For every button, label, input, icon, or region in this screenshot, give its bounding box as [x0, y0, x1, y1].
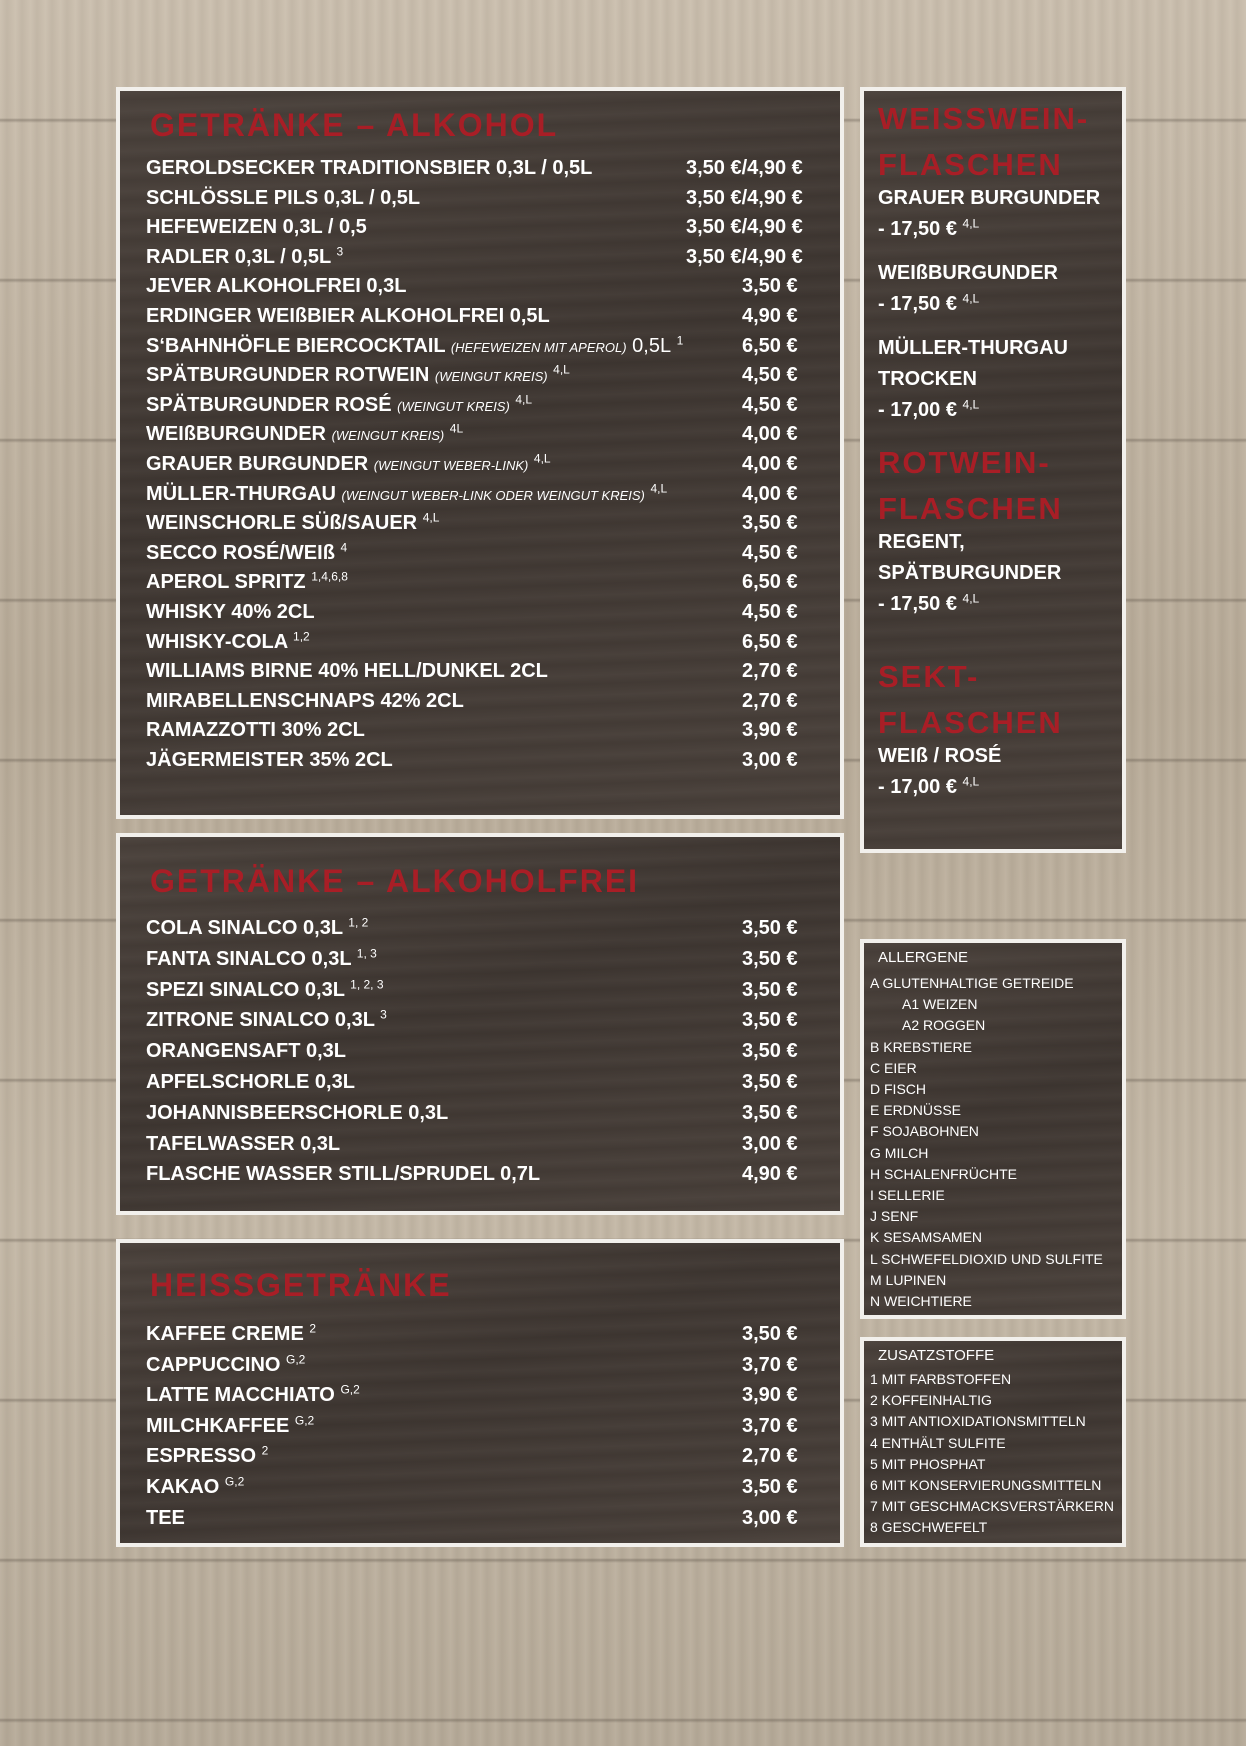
item-price: 3,50 €/4,90 € [686, 157, 803, 179]
item-note: (WEINGUT WEBER-LINK) [373, 458, 529, 473]
menu-item [146, 1415, 314, 1438]
panel-allergene [860, 939, 1126, 1319]
item-name: WEINSCHORLE SÜß/SAUER [146, 512, 418, 535]
panel-alkoholfrei [116, 833, 844, 1215]
bottle-name: WEIß / ROSÉ [878, 745, 1002, 767]
menu-item [146, 1133, 340, 1156]
menu-item [146, 1071, 355, 1094]
item-name: JEVER ALKOHOLFREI 0,3L [146, 275, 407, 298]
item-price: 3,50 € [742, 1101, 798, 1124]
menu-item [146, 187, 420, 210]
menu-item [146, 480, 668, 506]
menu-item [146, 571, 348, 594]
panel-zusatzstoffe [860, 1337, 1126, 1547]
item-name: WHISKY 40% 2CL [146, 601, 315, 623]
menu-item [146, 1384, 360, 1407]
item-price: 3,00 € [742, 1132, 798, 1155]
item-price: 3,50 € [742, 1476, 798, 1498]
menu-item [146, 1476, 244, 1499]
item-name: SPÄTBURGUNDER ROSÉ [146, 393, 392, 416]
item-price: 6,50 € [742, 571, 798, 594]
item-name: WEIßBURGUNDER [146, 423, 326, 446]
item-price: 4,50 € [742, 541, 798, 564]
bottle-name: MÜLLER-THURGAU [878, 337, 1068, 359]
allergen-item: L SCHWEFELDIOXID UND SULFITE [870, 1250, 1103, 1267]
menu-item [146, 917, 368, 940]
item-price: 2,70 € [742, 660, 798, 683]
item-name: TAFELWASSER 0,3L [146, 1132, 341, 1155]
item-price: 3,50 € [742, 275, 798, 298]
allergen-item: J SENF [870, 1208, 919, 1225]
item-name: ERDINGER WEIßBIER ALKOHOLFREI 0,5L [146, 305, 550, 327]
item-note: (WEINGUT WEBER-LINK ODER WEINGUT KREIS) [341, 487, 645, 503]
item-price: 4,50 € [742, 601, 798, 623]
item-allergen-codes: 4,L [553, 362, 570, 377]
allergen-item: E ERDNÜSSE [870, 1102, 962, 1119]
menu-item [146, 976, 384, 1002]
item-name: RADLER 0,3L / 0,5L [146, 245, 331, 268]
allergen-item: M LUPINEN [870, 1271, 947, 1288]
item-allergen-codes: 4,L [533, 451, 551, 466]
menu-item [146, 216, 367, 239]
bottle-allergen-codes: 4,L [962, 216, 980, 231]
bottle-allergen-codes: 4,L [962, 774, 980, 789]
bottle-section-title: FLASCHEN [878, 147, 1063, 182]
allergen-item: B KREBSTIERE [870, 1038, 972, 1055]
item-name: SPEZI SINALCO 0,3L [146, 978, 345, 1001]
item-allergen-codes: 3 [380, 1007, 387, 1022]
bottle-price: - 17,00 € [878, 776, 957, 798]
item-name: GEROLDSECKER TRADITIONSBIER 0,3L / 0,5L [146, 157, 593, 179]
item-note: (WEINGUT KREIS) [434, 369, 548, 385]
menu-item [146, 948, 377, 971]
item-price: 4,90 € [742, 305, 798, 327]
menu-item [146, 157, 592, 180]
menu-item [146, 749, 393, 772]
allergen-item: H SCHALENFRÜCHTE [870, 1165, 1018, 1182]
menu-item [146, 1163, 540, 1186]
item-name: S‘BAHNHÖFLE BIERCOCKTAIL [146, 334, 446, 357]
allergen-item: F SOJABOHNEN [870, 1123, 979, 1140]
allergen-item: C EIER [870, 1059, 917, 1076]
additive-item: 8 GESCHWEFELT [870, 1519, 988, 1536]
item-note: (HEFEWEIZEN MIT APEROL) [450, 339, 627, 355]
allergen-item: A1 WEIZEN [902, 996, 978, 1013]
item-price: 3,90 € [742, 1384, 798, 1407]
item-allergen-codes: 4,L [650, 480, 668, 495]
allergen-item: G MILCH [870, 1144, 929, 1161]
item-name: JÄGERMEISTER 35% 2CL [146, 749, 393, 771]
item-allergen-codes: 4,L [515, 392, 533, 407]
item-name: WHISKY-COLA [146, 630, 288, 653]
item-price: 3,50 € [742, 1323, 798, 1345]
item-price: 3,50 € [742, 1009, 798, 1032]
item-name: TEE [146, 1506, 185, 1529]
panel-heissgetraenke [116, 1239, 844, 1547]
item-name: FLASCHE WASSER STILL/SPRUDEL 0,7L [146, 1163, 541, 1186]
allergen-item: D FISCH [870, 1081, 926, 1097]
item-name: WILLIAMS BIRNE 40% HELL/DUNKEL 2CL [146, 660, 548, 683]
item-price: 4,00 € [742, 423, 798, 446]
item-name: JOHANNISBEERSCHORLE 0,3L [146, 1101, 449, 1124]
bottle-price-row [878, 218, 979, 241]
bottle-name: TROCKEN [878, 368, 977, 390]
item-price: 3,50 €/4,90 € [686, 245, 803, 268]
item-size: 0,5L [632, 334, 672, 357]
item-price: 6,50 € [742, 630, 798, 653]
allergen-item: K SESAMSAMEN [870, 1229, 983, 1246]
item-name: GRAUER BURGUNDER [146, 453, 369, 475]
menu-item [146, 690, 464, 713]
menu-item [146, 512, 439, 535]
title-heissgetraenke: HEISSGETRÄNKE [150, 1267, 452, 1303]
item-name: LATTE MACCHIATO [146, 1384, 335, 1407]
additive-item: 6 MIT KONSERVIERUNGSMITTELN [870, 1477, 1102, 1493]
item-price: 3,50 € [742, 947, 798, 970]
title-alkoholfrei: GETRÄNKE – ALKOHOLFREI [150, 863, 640, 899]
bottle-section-title: FLASCHEN [878, 491, 1063, 526]
bottle-section-title: SEKT- [878, 659, 980, 694]
menu-item [146, 423, 463, 446]
item-note: (WEINGUT KREIS) [331, 428, 445, 444]
item-allergen-codes: G,2 [340, 1382, 360, 1397]
item-name: MILCHKAFFEE [146, 1414, 290, 1437]
item-price: 4,50 € [742, 364, 798, 387]
panel-flaschen [860, 87, 1126, 853]
bottle-section-title: WEISSWEIN- [878, 101, 1090, 136]
item-price: 3,90 € [742, 719, 798, 742]
menu-item [146, 1040, 346, 1063]
item-allergen-codes: 1,4,6,8 [311, 569, 348, 584]
bottle-price: - 17,00 € [878, 399, 957, 421]
item-note: (WEINGUT KREIS) [397, 398, 510, 414]
menu-item [146, 1102, 448, 1125]
item-price: 3,00 € [742, 1506, 798, 1529]
item-price: 4,50 € [742, 393, 798, 416]
menu-item [146, 660, 548, 683]
zusatzstoffe-title: ZUSATZSTOFFE [878, 1347, 995, 1364]
additive-item: 7 MIT GESCHMACKSVERSTÄRKERN [870, 1498, 1115, 1515]
item-name: KAKAO [146, 1476, 220, 1498]
menu-item [146, 332, 684, 358]
menu-item [146, 275, 406, 298]
bottle-price: - 17,50 € [878, 293, 957, 315]
item-price: 3,50 € [742, 512, 798, 535]
item-name: APFELSCHORLE 0,3L [146, 1071, 355, 1093]
additive-item: 1 MIT FARBSTOFFEN [870, 1371, 1012, 1387]
panel-alkohol [116, 87, 844, 819]
menu-item [146, 628, 310, 654]
additive-item: 3 MIT ANTIOXIDATIONSMITTELN [870, 1413, 1086, 1430]
item-price: 3,50 € [742, 917, 798, 939]
item-price: 3,00 € [742, 749, 798, 771]
bottle-name: REGENT, [878, 531, 965, 553]
menu-item [146, 1507, 185, 1530]
item-name: ORANGENSAFT 0,3L [146, 1040, 347, 1063]
item-name: RAMAZZOTTI 30% 2CL [146, 719, 365, 742]
title-alkohol: GETRÄNKE – ALKOHOL [150, 107, 559, 143]
item-allergen-codes: 2 [261, 1443, 269, 1458]
menu-item [146, 305, 550, 328]
item-price: 3,50 € [742, 1071, 798, 1093]
menu-item [146, 1323, 316, 1346]
item-allergen-codes: 4,L [422, 510, 440, 525]
item-allergen-codes: 1,2 [293, 628, 310, 643]
item-price: 3,50 € [742, 978, 798, 1001]
bottle-allergen-codes: 4,L [962, 591, 980, 606]
item-price: 3,50 € [742, 1040, 798, 1063]
bottle-section-title: ROTWEIN- [878, 445, 1051, 480]
additive-item: 2 KOFFEINHALTIG [870, 1392, 992, 1409]
menu-item [146, 246, 343, 269]
item-name: SECCO ROSÉ/WEIß [146, 541, 335, 564]
bottle-name: WEIßBURGUNDER [878, 262, 1058, 284]
item-price: 4,90 € [742, 1163, 798, 1186]
item-name: MÜLLER-THURGAU [146, 482, 336, 505]
allergen-item: N WEICHTIERE [870, 1293, 972, 1309]
item-price: 2,70 € [742, 689, 798, 712]
menu-item [146, 453, 551, 476]
item-price: 4,00 € [742, 453, 798, 475]
menu-item [146, 542, 347, 565]
additive-item: 5 MIT PHOSPHAT [870, 1455, 986, 1472]
bottle-name: SPÄTBURGUNDER [878, 562, 1062, 584]
item-allergen-codes: 1 [676, 332, 684, 347]
item-name: CAPPUCCINO [146, 1353, 281, 1376]
item-name: FANTA SINALCO 0,3L [146, 947, 352, 970]
item-name: APEROL SPRITZ [146, 571, 306, 594]
bottle-allergen-codes: 4,L [962, 291, 980, 306]
bottle-section-title: FLASCHEN [878, 705, 1063, 740]
item-name: SPÄTBURGUNDER ROTWEIN [146, 364, 430, 387]
page-edge-strip [1246, 0, 1252, 1746]
additive-item: 4 ENTHÄLT SULFITE [870, 1434, 1006, 1451]
allergene-title: ALLERGENE [878, 949, 969, 966]
item-allergen-codes: 1, 2, 3 [350, 976, 384, 991]
bottle-price: - 17,50 € [878, 218, 957, 240]
item-name: COLA SINALCO 0,3L [146, 917, 343, 939]
item-allergen-codes: 3 [336, 244, 344, 259]
item-price: 3,70 € [742, 1353, 798, 1376]
item-allergen-codes: 2 [309, 1321, 317, 1336]
menu-item [146, 364, 570, 387]
item-allergen-codes: G,2 [286, 1351, 306, 1366]
menu-item [146, 1009, 387, 1032]
item-price: 4,00 € [742, 482, 798, 505]
bottle-price: - 17,50 € [878, 593, 957, 615]
item-name: KAFFEE CREME [146, 1323, 304, 1345]
item-allergen-codes: 4 [340, 540, 348, 555]
menu-item [146, 1351, 306, 1377]
allergen-item: A2 ROGGEN [902, 1017, 986, 1034]
item-name: HEFEWEIZEN 0,3L / 0,5 [146, 216, 367, 239]
item-allergen-codes: G,2 [224, 1474, 245, 1489]
item-price: 6,50 € [742, 334, 798, 357]
item-allergen-codes: 1, 3 [356, 946, 377, 961]
item-name: SCHLÖSSLE PILS 0,3L / 0,5L [146, 186, 421, 209]
menu-item [146, 601, 315, 624]
allergen-item: I SELLERIE [870, 1187, 945, 1203]
bottle-price-row [878, 593, 979, 616]
menu-item [146, 719, 365, 742]
item-price: 2,70 € [742, 1445, 798, 1468]
item-name: MIRABELLENSCHNAPS 42% 2CL [146, 689, 464, 712]
bottle-price-row [878, 776, 979, 799]
item-name: ZITRONE SINALCO 0,3L [146, 1009, 375, 1032]
menu-item [146, 394, 532, 417]
item-allergen-codes: 1, 2 [348, 915, 369, 930]
item-price: 3,70 € [742, 1414, 798, 1437]
item-price: 3,50 €/4,90 € [686, 186, 803, 209]
bottle-price-row [878, 293, 979, 316]
allergen-item: A GLUTENHALTIGE GETREIDE [870, 975, 1074, 991]
item-allergen-codes: 4L [449, 421, 464, 436]
bottle-price-row [878, 399, 979, 422]
bottle-allergen-codes: 4,L [962, 397, 980, 412]
menu-item [146, 1445, 268, 1468]
bottle-name: GRAUER BURGUNDER [878, 187, 1101, 209]
item-price: 3,50 €/4,90 € [686, 216, 803, 239]
item-allergen-codes: G,2 [294, 1413, 315, 1428]
item-name: ESPRESSO [146, 1445, 257, 1468]
